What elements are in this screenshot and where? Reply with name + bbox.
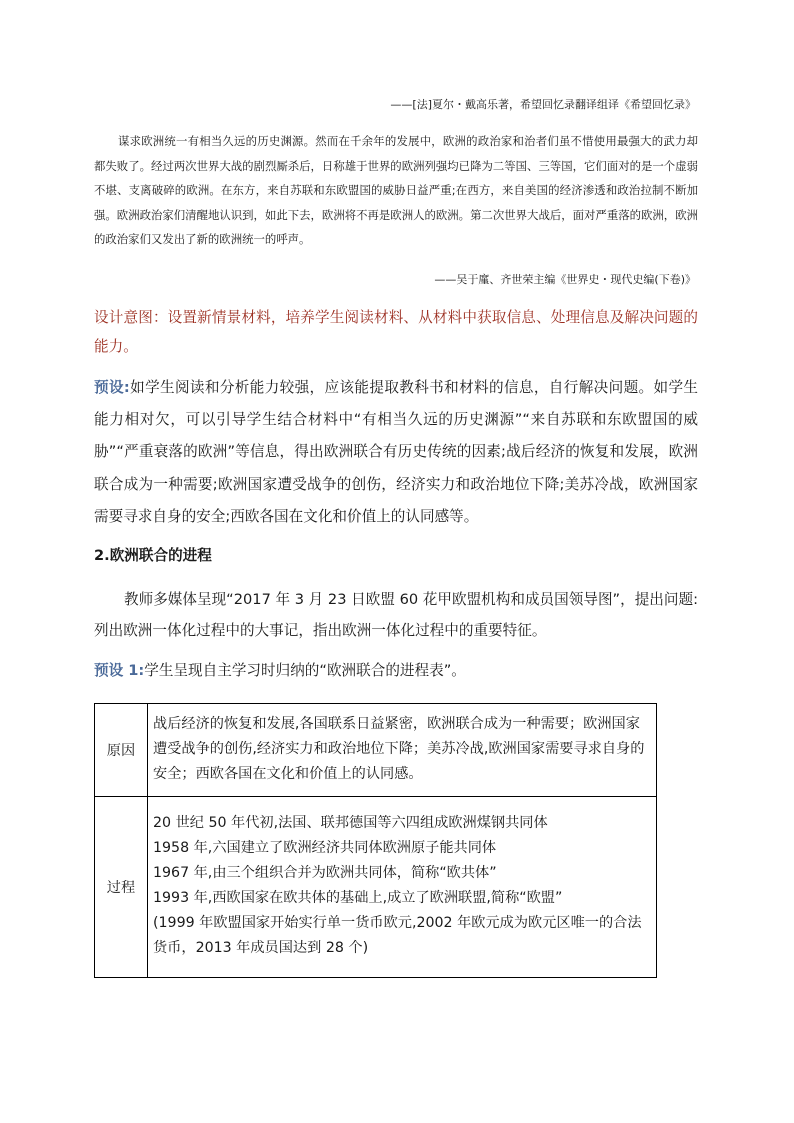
table-row xyxy=(95,797,657,978)
quote-source-degaulle: ——[法]夏尔・戴高乐著，希望回忆录翻译组译《希望回忆录》 xyxy=(390,98,696,111)
design-intent: 设计意图：设置新情景材料，培养学生阅读材料、从材料中获取信息、处理信息及解决问题的能力。 xyxy=(94,309,698,355)
reasons-cell xyxy=(148,704,657,797)
process-event-line: 1993 年,西欧国家在欧共体的基础上,成立了欧洲联盟,简称“欧盟” xyxy=(153,890,563,906)
process-note: (1999 年欧盟国家开始实行单一货币欧元,2002 年欧元成为欧元区唯一的合法货币，2013 年成员国达到 28 个) xyxy=(153,915,642,956)
process-event-line: 20 世纪 50 年代初,法国、联邦德国等六四组成欧洲煤钢共同体 xyxy=(153,815,548,831)
reasons-text: 战后经济的恢复和发展,各国联系日益紧密，欧洲联合成为一种需要；欧洲国家遭受战争的创伤,经济实力和政治地位下降；美苏冷战,欧洲国家需要寻求自身的安全；西欧各国在文化和价值上的认同感。 xyxy=(153,715,645,782)
section-heading: 2.欧洲联合的进程 xyxy=(94,547,212,564)
process-event-line: 1967 年,由三个组织合并为欧洲共同体，简称“欧共体” xyxy=(153,865,497,881)
preset-text: 如学生阅读和分析能力较强，应该能提取教科书和材料的信息，自行解决问题。如学生能力相对欠，可以引导学生结合材料中“有相当久远的历史渊源”“来自苏联和东欧盟国的威胁”“严重衰落的欧洲”等信息，得出欧洲联合有历史传统的因素;战后经济的恢复和发展，欧洲联合成为一种需要;欧洲国家遭受战争的创伤，经济实力和政治地位下降;美苏冷战，欧洲国家需要寻求自身的安全;西欧各国在文化和价值上的认同感等。 xyxy=(94,379,698,525)
quoted-material: 谋求欧洲统一有相当久远的历史渊源。然而在千余年的发展中，欧洲的政治家和治者们虽不惜使用最强大的武力却都失败了。经过两次世界大战的剧烈厮杀后，日称雄于世界的欧洲列强均已降为二等国、三等国，它们面对的是一个虚弱不堪、支离破碎的欧洲。在东方，来自苏联和东欧盟国的威胁日益严重;在西方，来自美国的经济渗透和政治拉制不断加强。欧洲政治家们清醒地认识到，如此下去，欧洲将不再是欧洲人的欧洲。第二次世界大战后，面对严重落的欧洲，欧洲的政治家们又发出了新的欧洲统一的呼声。 xyxy=(94,134,698,247)
row-header-process: 过程 xyxy=(95,797,148,978)
process-event-line: 1958 年,六国建立了欧洲经济共同体欧洲原子能共同体 xyxy=(153,840,497,856)
preset-paragraph xyxy=(94,372,698,533)
process-cell xyxy=(148,797,657,978)
row-header-reasons: 原因 xyxy=(95,704,148,797)
preset-label: 预设: xyxy=(94,379,130,396)
preset-1-text: 学生呈现自主学习时归纳的“欧洲联合的进程表”。 xyxy=(144,662,466,679)
preset-1-label: 预设 1: xyxy=(94,662,145,679)
table-row xyxy=(95,704,657,797)
preset-1-line xyxy=(94,659,466,680)
integration-progress-table xyxy=(94,703,657,978)
quote-source-world-history: ——吴于廑、齐世荣主编《世界史・现代史编(下卷)》 xyxy=(434,273,696,286)
teacher-paragraph: 教师多媒体呈现“2017 年 3 月 23 日欧盟 60 花甲欧盟机构和成员国领导图”，提出问题:列出欧洲一体化过程中的大事记，指出欧洲一体化过程中的重要特征。 xyxy=(94,591,698,639)
